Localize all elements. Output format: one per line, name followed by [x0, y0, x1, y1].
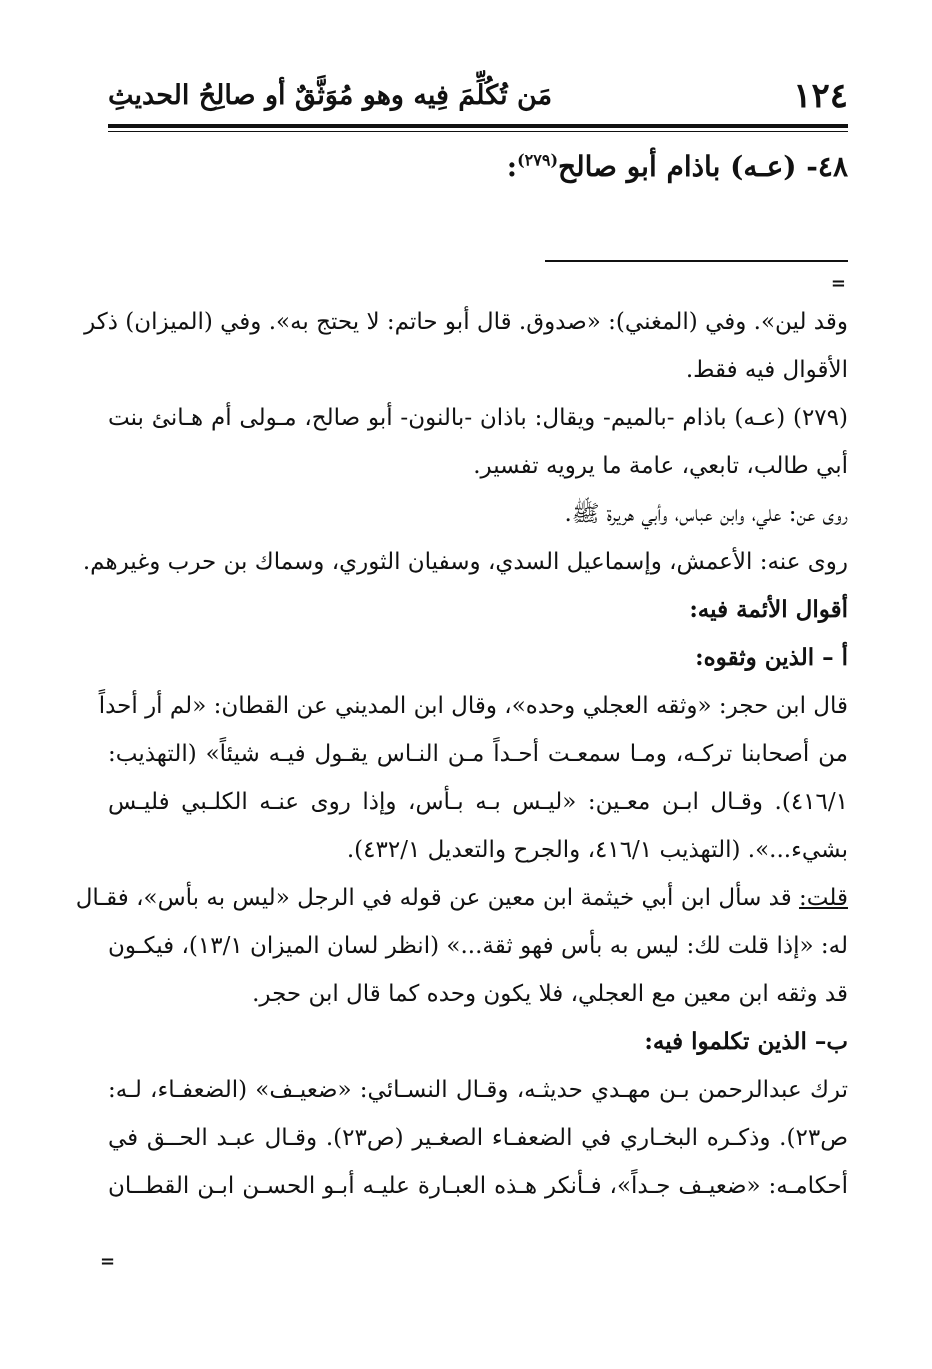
narrated-by: روى عنه: الأعمش، وإسماعيل السدي، وسفيان الثوري، وسماك بن حرب وغيرهم.: [82, 549, 848, 575]
footnote-continued-mark: =: [100, 1251, 116, 1272]
header-rule-thin: [108, 131, 848, 132]
comment-line: قد وثقه ابن معين مع العجلي، فلا يكون وحده كما قال ابن حجر.: [252, 981, 848, 1007]
paragraph-line: ص٢٣). وذكـره البخـاري في الضعفـاء الصغـير (ص٢٣). وقـال عبـد الحــق في: [108, 1125, 848, 1151]
page-header: [108, 72, 848, 126]
footnotes-block: [75, 298, 848, 1210]
entry-title-text: ٤٨- (عـه) باذام أبو صالح: [558, 150, 848, 183]
entry-title: [507, 150, 848, 183]
comment-line: [75, 874, 848, 922]
narrated-from: روى عن: علي، وابن عباس، وأبي هريرة ﷺ.: [564, 501, 848, 527]
footnote-line: وقد لين». وفي (المغني): «صدوق. قال أبو حاتم: لا يحتج به». وفي (الميزان) ذكر: [84, 309, 848, 335]
paragraph-line: ٤١٦/١). وقـال ابـن معـين: «ليـس بـه بـأس، وإذا روى عنـه الكلـبي فليـس: [108, 789, 848, 815]
footnote-279-line: أبي طالب، تابعي، عامة ما يرويه تفسير.: [473, 453, 848, 479]
footnote-line: الأقوال فيه فقط.: [685, 357, 848, 383]
subheading-trusted: أ – الذين وثقوه:: [695, 644, 848, 671]
footnote-279-line: (٢٧٩) (عـه) باذام -بالميم- ويقال: باذان -بالنون- أبو صالح، مـولى أم هـانئ بنت: [108, 405, 848, 431]
header-rule: [108, 124, 848, 128]
paragraph-line: بشيء...». (التهذيب ٤١٦/١، والجرح والتعديل ٤٣٢/١).: [346, 837, 848, 863]
comment-text: قد سأل ابن أبي خيثمة ابن معين عن قوله في الرجل «ليس به بأس»، فقـال: [75, 885, 800, 911]
page-number: ١٢٤: [793, 76, 848, 116]
paragraph-line: ترك عبدالرحمن بـن مهـدي حديثـه، وقـال النسـائي: «ضعيـف» (الضعفـاء، لـه:: [108, 1077, 848, 1103]
paragraph-line: من أصحابنا تركـه، ومـا سمعـت أحـداً مـن النـاس يقـول فيـه شيئاً» (التهذيب:: [108, 741, 848, 767]
footnote-separator: [545, 260, 848, 262]
footnote-reference: (٢٧٩): [517, 150, 559, 170]
paragraph-line: قال ابن حجر: «وثقه العجلي وحده»، وقال ابن المديني عن القطان: «لم أر أحداً: [98, 693, 848, 719]
running-title: مَن تُكُلِّمَ فِيه وهو مُوَثَّقٌ أو صالِحُ الحديثِ: [108, 80, 553, 111]
entry-title-suffix: :: [506, 150, 518, 183]
comment-line: له: «إذا قلت لك: ليس به بأس فهو ثقة...» (انظر لسان الميزان ١٣/١)، فيكـون: [108, 933, 848, 959]
comment-label: قلت:: [799, 885, 848, 911]
paragraph-line: أحكامـه: «ضعيـف جـداً»، فـأنكر هـذه العبـارة عليـه أبـو الحسـن ابـن القطــان: [108, 1173, 848, 1199]
footnote-continuation-mark: =: [830, 273, 846, 294]
subheading-criticized: ب– الذين تكلموا فيه:: [644, 1028, 848, 1055]
section-heading: أقوال الأئمة فيه:: [689, 596, 848, 623]
